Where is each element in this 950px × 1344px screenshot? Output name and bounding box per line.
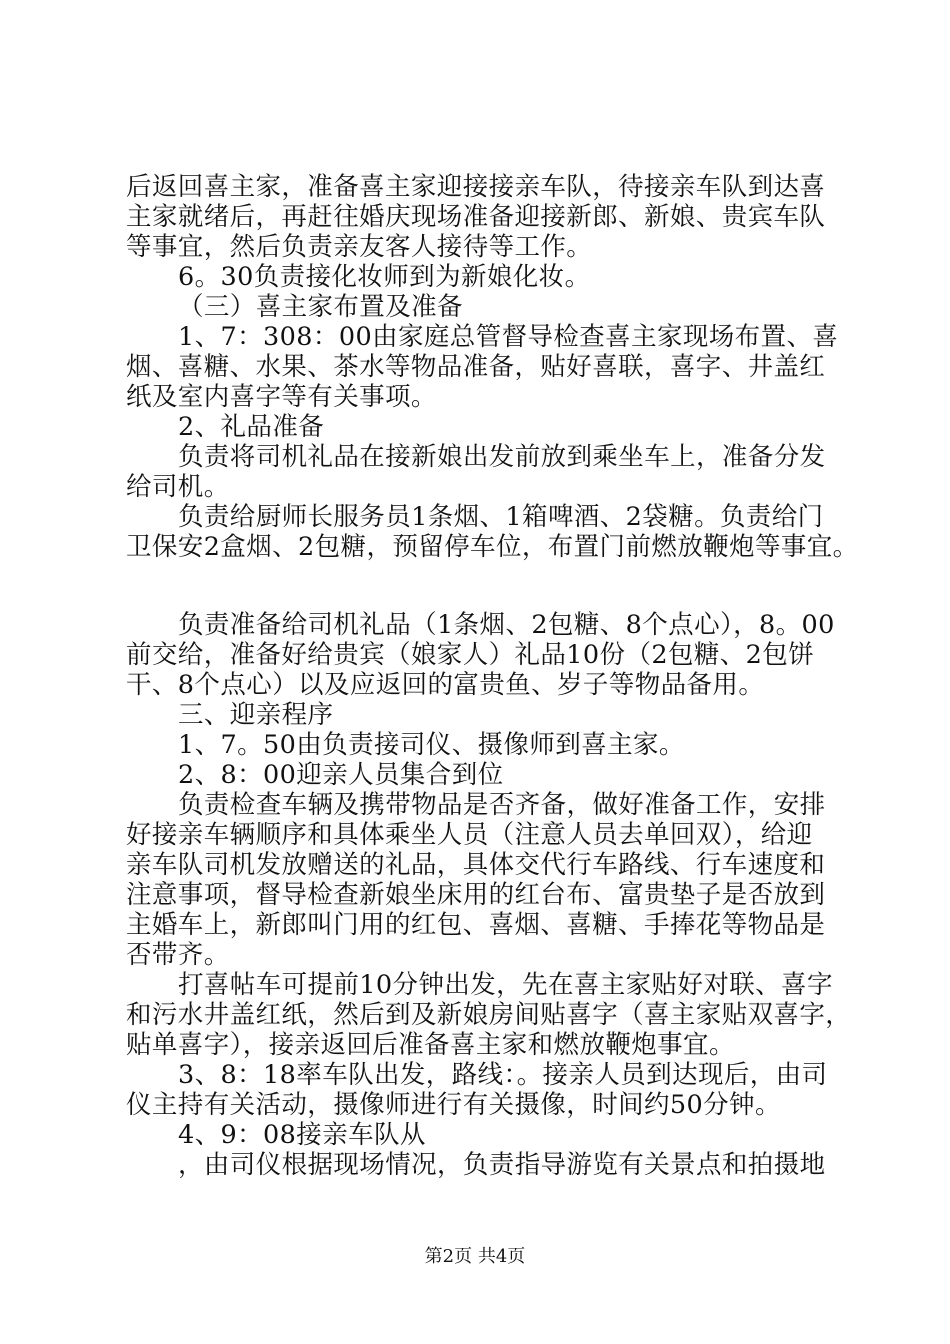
text-line: 负责检查车辆及携带物品是否齐备，做好准备工作，安排 (178, 790, 826, 820)
text-line: 仪主持有关活动，摄像师进行有关摄像，时间约50分钟。 (126, 1090, 781, 1120)
text-line: ，由司仪根据现场情况，负责指导游览有关景点和拍摄地 (178, 1150, 826, 1180)
text-line: 6。30负责接化妆师到为新娘化妆。 (178, 262, 591, 292)
text-line: 好接亲车辆顺序和具体乘坐人员（注意人员去单回双），给迎 (126, 820, 813, 850)
text-line: 1、7。50由负责接司仪、摄像师到喜主家。 (178, 730, 685, 760)
text-line: （三）喜主家布置及准备 (178, 292, 463, 322)
text-line: 否带齐。 (126, 940, 230, 970)
text-line: 2、礼品准备 (178, 412, 325, 442)
text-line: 注意事项，督导检查新娘坐床用的红台布、富贵垫子是否放到 (126, 880, 826, 910)
text-line: 1、7：308：00由家庭总管督导检查喜主家现场布置、喜 (178, 322, 839, 352)
text-line: 前交给，准备好给贵宾（娘家人）礼品10份（2包糖、2包饼 (126, 640, 815, 670)
text-line: 3、8：18率车队出发，路线：。接亲人员到达现后，由司 (178, 1060, 828, 1090)
text-line: 卫保安2盒烟、2包糖，预留停车位，布置门前燃放鞭炮等事宜。 (126, 532, 859, 562)
text-line: 4、9：08接亲车队从 (178, 1120, 426, 1150)
page-footer: 第2页 共4页 (424, 1246, 526, 1267)
text-line: 贴单喜字），接亲返回后准备喜主家和燃放鞭炮事宜。 (126, 1030, 735, 1060)
text-line: 纸及室内喜字等有关事项。 (126, 382, 437, 412)
text-line: 主婚车上，新郎叫门用的红包、喜烟、喜糖、手捧花等物品是 (126, 910, 826, 940)
text-line: 2、8：00迎亲人员集合到位 (178, 760, 504, 790)
text-line: 烟、喜糖、水果、茶水等物品准备，贴好喜联，喜字、井盖红 (126, 352, 826, 382)
text-line: 亲车队司机发放赠送的礼品，具体交代行车路线、行车速度和 (126, 850, 826, 880)
document-body (126, 172, 866, 1180)
text-line: 后返回喜主家，准备喜主家迎接接亲车队，待接亲车队到达喜 (126, 172, 826, 202)
text-line: 给司机。 (126, 472, 230, 502)
text-line: 负责将司机礼品在接新娘出发前放到乘坐车上，准备分发 (178, 442, 826, 472)
text-line: 打喜帖车可提前10分钟出发，先在喜主家贴好对联、喜字 (178, 970, 833, 1000)
text-line: 和污水井盖红纸，然后到及新娘房间贴喜字（喜主家贴双喜字， (126, 1000, 852, 1030)
paragraph-gap (126, 562, 866, 610)
text-line: 干、8个点心）以及应返回的富贵鱼、岁子等物品备用。 (126, 670, 765, 700)
text-line: 负责准备给司机礼品（1条烟、2包糖、8个点心），8。00 (178, 610, 835, 640)
text-line: 负责给厨师长服务员1条烟、1箱啤酒、2袋糖。负责给门 (178, 502, 824, 532)
text-line: 等事宜，然后负责亲友客人接待等工作。 (126, 232, 593, 262)
text-line: 三、迎亲程序 (178, 700, 334, 730)
text-line: 主家就绪后，再赶往婚庆现场准备迎接新郎、新娘、贵宾车队 (126, 202, 826, 232)
